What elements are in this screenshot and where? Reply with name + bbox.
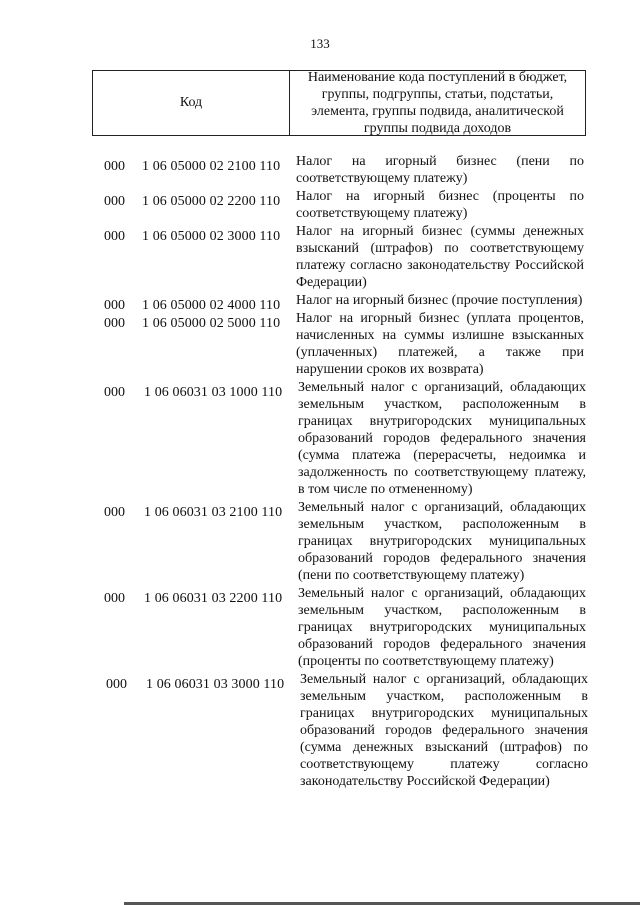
table-row xyxy=(0,584,640,670)
revenue-description: Налог на игорный бизнес (пени по соответствующему платежу) xyxy=(296,154,584,186)
revenue-description: Налог на игорный бизнес (проценты по соответствующему платежу) xyxy=(296,189,584,221)
revenue-description: Налог на игорный бизнес (прочие поступления) xyxy=(296,293,583,308)
table-row xyxy=(0,670,640,790)
revenue-description: Земельный налог с организаций, обладающих земельным участком, расположенным в границах внутригородских муниципальных образований городов федерального значения (сумма платежа (перерасчеты, недоимка и задолженность по соответствующему платежу, в том числе по отмененному) xyxy=(298,380,586,497)
revenue-description: Земельный налог с организаций, обладающих земельным участком, расположенным в границах внутригородских муниципальных образований городов федерального значения (проценты по соответствующему платежу) xyxy=(298,586,586,669)
admin-code: 000 xyxy=(104,159,125,174)
revenue-code: 1 06 05000 02 4000 110 xyxy=(142,298,281,313)
table-row xyxy=(0,152,640,187)
admin-code: 000 xyxy=(106,677,127,692)
page-number: 133 xyxy=(310,36,330,51)
revenue-description: Земельный налог с организаций, обладающих земельным участком, расположенным в границах внутригородских муниципальных образований городов федерального значения (пени по соответствующему платежу) xyxy=(298,500,586,583)
table-row xyxy=(0,222,640,291)
table-row xyxy=(0,291,640,313)
header-code-cell: Код xyxy=(93,71,290,135)
code-list xyxy=(0,152,640,790)
table-header xyxy=(92,70,586,136)
admin-code: 000 xyxy=(104,229,125,244)
revenue-code: 1 06 06031 03 2100 110 xyxy=(144,505,283,520)
table-row xyxy=(0,498,640,584)
header-name-cell: Наименование кода поступлений в бюджет, группы, подгруппы, статьи, подстатьи, элемента, группы подвида, аналитической группы подвида доходов xyxy=(307,70,568,136)
table-row xyxy=(0,309,640,378)
revenue-code: 1 06 06031 03 2200 110 xyxy=(144,591,283,606)
admin-code: 000 xyxy=(104,316,125,331)
revenue-code: 1 06 05000 02 2200 110 xyxy=(142,194,281,209)
admin-code: 000 xyxy=(104,591,125,606)
admin-code: 000 xyxy=(104,505,125,520)
table-row xyxy=(0,378,640,498)
revenue-code: 1 06 05000 02 3000 110 xyxy=(142,229,281,244)
revenue-description: Налог на игорный бизнес (уплата процентов, начисленных на суммы излишне взысканных (уплаченных) платежей, а также при нарушении сроков их возврата) xyxy=(296,311,584,377)
revenue-code: 1 06 05000 02 2100 110 xyxy=(142,159,281,174)
revenue-code: 1 06 06031 03 3000 110 xyxy=(146,677,285,692)
revenue-code: 1 06 05000 02 5000 110 xyxy=(142,316,281,331)
table-row xyxy=(0,187,640,222)
admin-code: 000 xyxy=(104,298,125,313)
revenue-code: 1 06 06031 03 1000 110 xyxy=(144,385,283,400)
revenue-description: Налог на игорный бизнес (суммы денежных взысканий (штрафов) по соответствующему платежу согласно законодательству Российской Федерации) xyxy=(296,224,584,290)
admin-code: 000 xyxy=(104,194,125,209)
revenue-description: Земельный налог с организаций, обладающих земельным участком, расположенным в границах внутригородских муниципальных образований городов федерального значения (сумма денежных взысканий (штрафов) по соответствующему платежу согласно законодательству Российской Федерации) xyxy=(300,672,588,789)
admin-code: 000 xyxy=(104,385,125,400)
